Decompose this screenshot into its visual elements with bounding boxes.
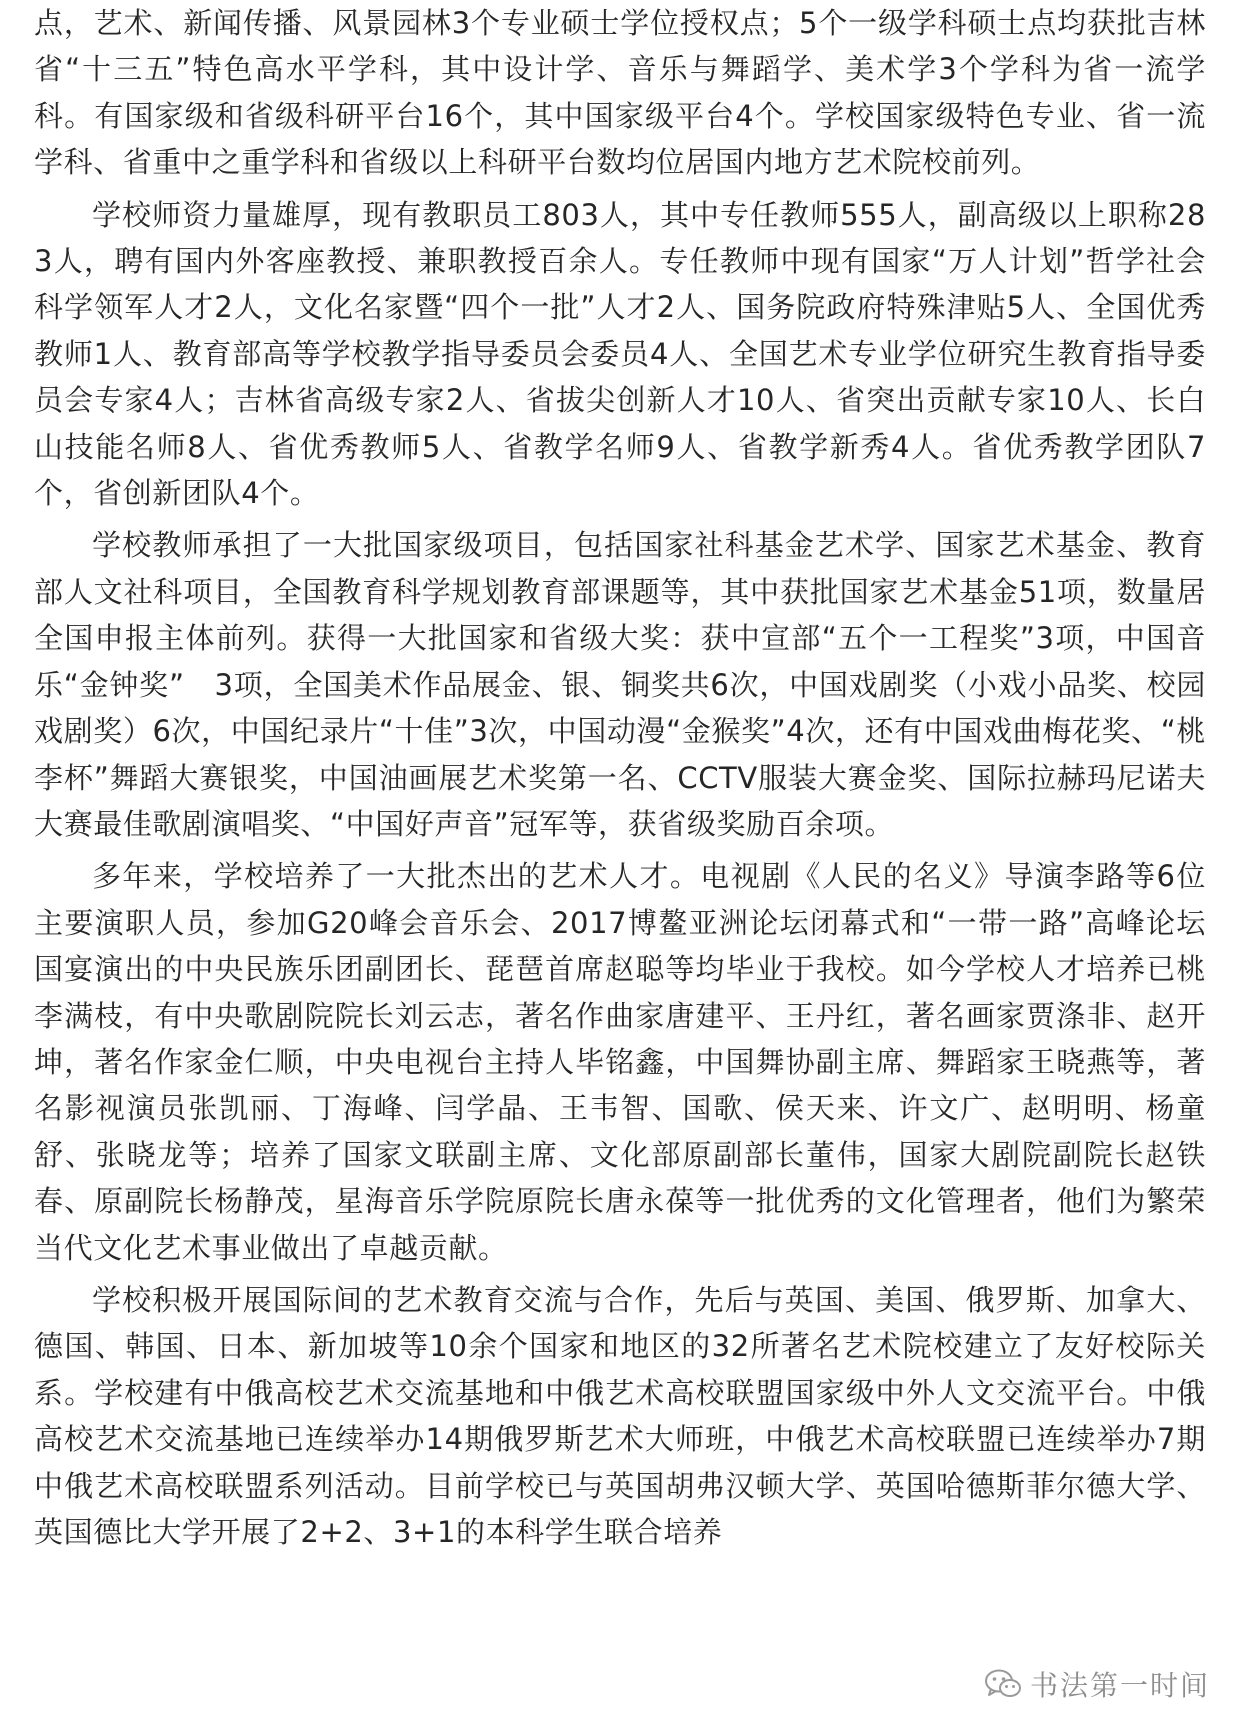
paragraph-projects-awards: 学校教师承担了一大批国家级项目，包括国家社科基金艺术学、国家艺术基金、教育部人文社科项目，全国教育科学规划教育部课题等，其中获批国家艺术基金51项，数量居全国申报主体前列。获得一大批国家和省级大奖：获中宣部“五个一工程奖”3项，中国音乐“金钟奖” 3项，全国美术作品展金、银、铜奖共6次，中国戏剧奖（小戏小品奖、校园戏剧奖）6次，中国纪录片“十佳”3次，中国动漫“金猴奖”4次，还有中国戏曲梅花奖、“桃李杯”舞蹈大赛银奖，中国油画展艺术奖第一名、CCTV服装大赛金奖、国际拉赫玛尼诺夫大赛最佳歌剧演唱奖、“中国好声音”冠军等，获省级奖励百余项。 [34,528,1206,841]
document-page [34,0,1206,1718]
paragraph-alumni: 多年来，学校培养了一大批杰出的艺术人才。电视剧《人民的名义》导演李路等6位主要演职人员，参加G20峰会音乐会、2017博鳌亚洲论坛闭幕式和“一带一路”高峰论坛国宴演出的中央民族乐团副团长、琵琶首席赵聪等均毕业于我校。如今学校人才培养已桃李满枝，有中央歌剧院院长刘云志，著名作曲家唐建平、王丹红，著名画家贾涤非、赵开坤，著名作家金仁顺，中央电视台主持人毕铭鑫，中国舞协副主席、舞蹈家王晓燕等，著名影视演员张凯丽、丁海峰、闫学晶、王韦智、国歌、侯天来、许文广、赵明明、杨童舒、张晓龙等；培养了国家文联副主席、文化部原副部长董伟，国家大剧院副院长赵铁春、原副院长杨静茂，星海音乐学院原院长唐永葆等一批优秀的文化管理者，他们为繁荣当代文化艺术事业做出了卓越贡献。 [34,859,1206,1265]
watermark [978,1662,1216,1706]
watermark-text: 书法第一时间 [1029,1669,1210,1702]
paragraph-disciplines: 点，艺术、新闻传播、风景园林3个专业硕士学位授权点；5个一级学科硕士点均获批吉林省“十三五”特色高水平学科，其中设计学、音乐与舞蹈学、美术学3个学科为省一流学科。有国家级和省级科研平台16个，其中国家级平台4个。学校国家级特色专业、省一流学科、省重中之重学科和省级以上科研平台数均位居国内地方艺术院校前列。 [34,6,1206,180]
paragraph-faculty: 学校师资力量雄厚，现有教职员工803人，其中专任教师555人，副高级以上职称283人，聘有国内外客座教授、兼职教授百余人。专任教师中现有国家“万人计划”哲学社会科学领军人才2人，文化名家暨“四个一批”人才2人、国务院政府特殊津贴5人、全国优秀教师1人、教育部高等学校教学指导委员会委员4人、全国艺术专业学位研究生教育指导委员会专家4人；吉林省高级专家2人、省拔尖创新人才10人、省突出贡献专家10人、长白山技能名师8人、省优秀教师5人、省教学名师9人、省教学新秀4人。省优秀教学团队7个，省创新团队4个。 [34,197,1206,511]
paragraph-international-exchange: 学校积极开展国际间的艺术教育交流与合作，先后与英国、美国、俄罗斯、加拿大、德国、韩国、日本、新加坡等10余个国家和地区的32所著名艺术院校建立了友好校际关系。学校建有中俄高校艺术交流基地和中俄艺术高校联盟国家级中外人文交流平台。中俄高校艺术交流基地已连续举办14期俄罗斯艺术大师班，中俄艺术高校联盟已连续举办7期中俄艺术高校联盟系列活动。目前学校已与英国胡弗汉顿大学、英国哈德斯菲尔德大学、英国德比大学开展了2+2、3+1的本科学生联合培养 [34,1282,1206,1549]
wechat-icon [984,1668,1022,1700]
